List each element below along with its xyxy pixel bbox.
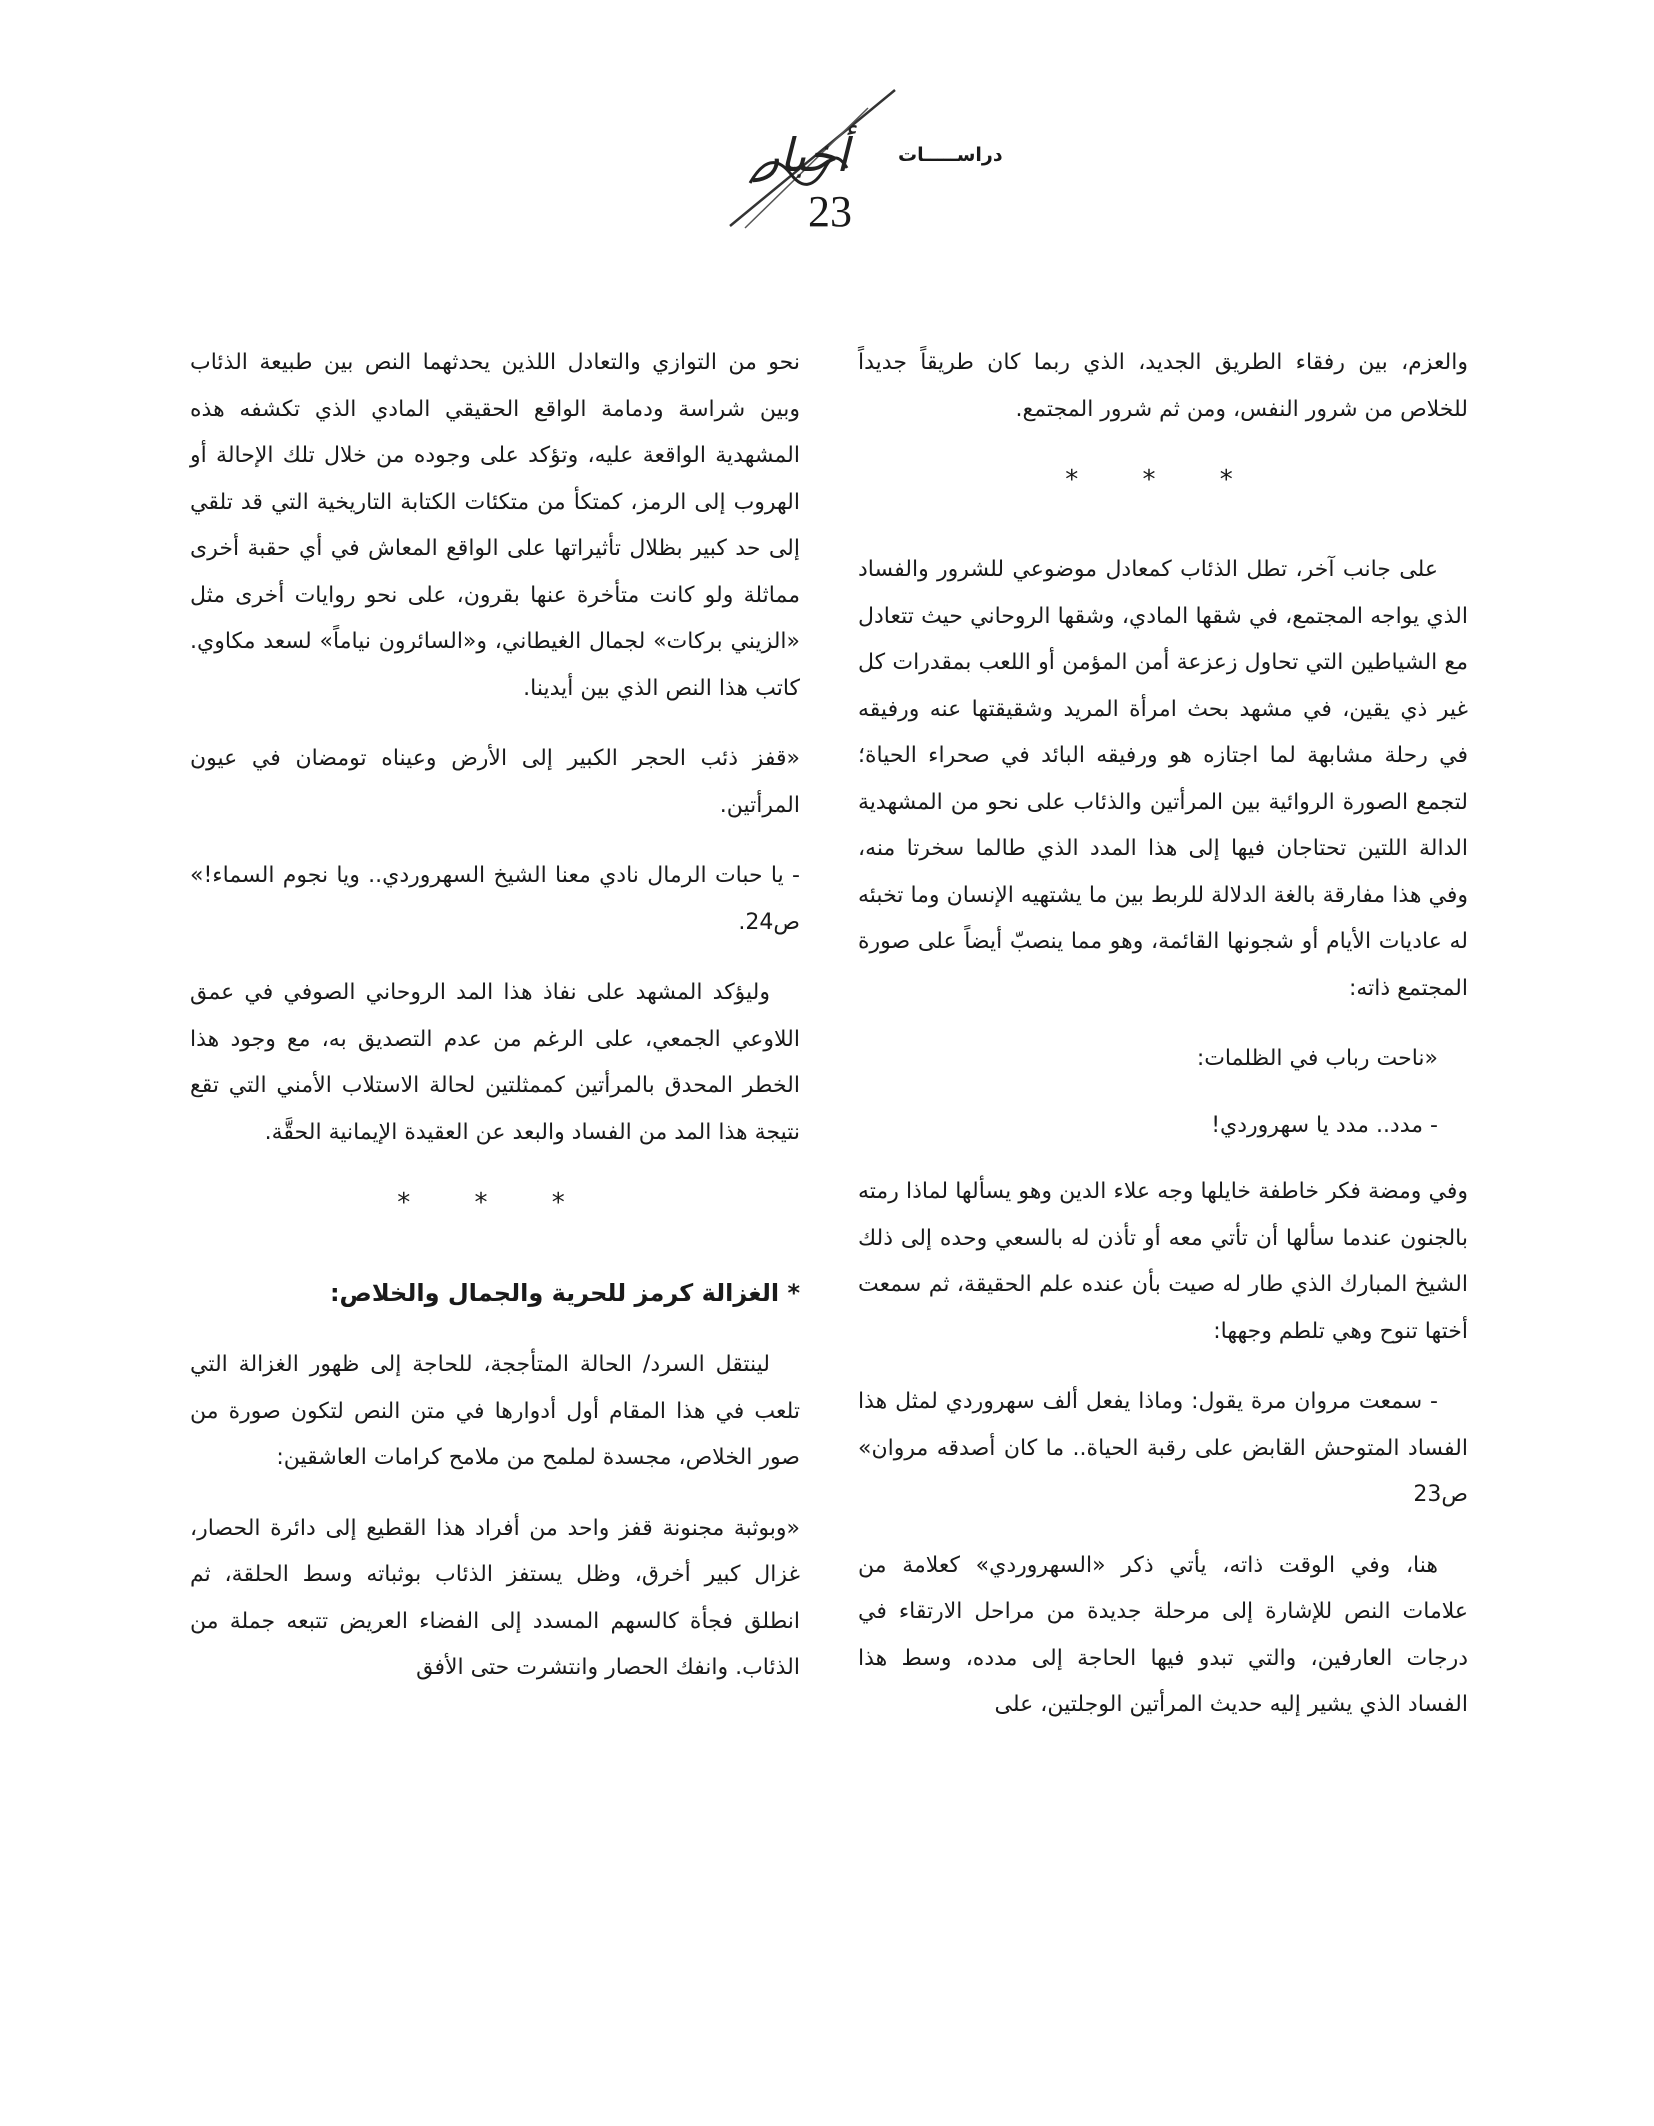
page-header — [0, 0, 1654, 260]
quote-paragraph: «قفز ذئب الحجر الكبير إلى الأرض وعيناه تومضان في عيون المرأتين. — [190, 746, 800, 818]
right-column — [858, 340, 1468, 1753]
left-column — [190, 340, 800, 1716]
paragraph: وليؤكد المشهد على نفاذ هذا المد الروحاني الصوفي في عمق اللاوعي الجمعي، على الرغم من عدم التصديق به، مع وجود هذا الخطر المحدق بالمرأتين كممثلتين لحالة الاستلاب الأمني التي تقع نتيجة هذا المد من الفساد والبعد عن العقيدة الإيمانية الحقَّة. — [190, 980, 800, 1145]
paragraph: «وبوثبة مجنونة قفز واحد من أفراد هذا القطيع إلى دائرة الحصار، غزال كبير أخرق، وظل يستفز الذئاب بوثباته وسط الحلقة، ثم انطلق فجأة كالسهم المسدد إلى الفضاء العريض تتبعه جملة من الذئاب. وانفك الحصار وانتشرت حتى الأفق — [190, 1515, 800, 1680]
section-heading: * الغزالة كرمز للحرية والجمال والخلاص: — [329, 1279, 800, 1307]
section-divider-stars: * * * — [397, 1188, 593, 1218]
section-divider-stars: * * * — [1065, 465, 1261, 495]
paragraph: على جانب آخر، تطل الذئاب كمعادل موضوعي للشرور والفساد الذي يواجه المجتمع، في شقها المادي، وشقها الروحاني حيث تتعادل مع الشياطين التي تحاول زعزعة أمن المؤمن أو اللعب بمقدرات كل غير ذي يقين، في مشهد بحث امرأة المريد وشقيقتها عنه ورفيقه في رحلة مشابهة لما اجتازه هو ورفيقه البائد في صحراء الحياة؛ لتجمع الصورة الروائية بين المرأتين والذئاب على نحو من المشهدية الدالة اللتين تحتاجان فيها إلى هذا المدد الذي طالما سخرتا منه، وفي هذا مفارقة بالغة الدلالة للربط بين ما يشتهيه الإنسان وما تخبئه له عاديات الأيام أو شجونها القائمة، وهو مما ينصبّ أيضاً على صورة المجتمع ذاته: — [858, 557, 1468, 1001]
paragraph: - سمعت مروان مرة يقول: وماذا يفعل ألف سهروردي لمثل هذا الفساد المتوحش القابض على رقبة الحياة.. ما كان أصدقه مروان» ص23 — [858, 1389, 1468, 1507]
section-label: دراســـــات — [898, 144, 1003, 166]
quote-line: - مدد.. مدد يا سهروردي! — [1211, 1112, 1438, 1138]
paragraph: هنا، وفي الوقت ذاته، يأتي ذكر «السهروردي» كعلامة من علامات النص للإشارة إلى مرحلة جديدة من مراحل الارتقاء في درجات العارفين، والتي تبدو فيها الحاجة إلى مدده، وسط هذا الفساد الذي يشير إليه حديث المرأتين الوجلتين، على — [858, 1552, 1468, 1717]
logo-wordmark: أخبار — [757, 128, 849, 182]
paragraph: وفي ومضة فكر خاطفة خايلها وجه علاء الدين وهو يسألها لماذا رمته بالجنون عندما سألها أن تأتي معه أو تأذن له بالسعي وحده إلى ذلك الشيخ المبارك الذي طار له صيت بأن عنده علم الحقيقة، ثم سمعت أختها تنوح وهي تلطم وجهها: — [858, 1179, 1468, 1344]
paragraph: لينتقل السرد/ الحالة المتأججة، للحاجة إلى ظهور الغزالة التي تلعب في هذا المقام أول أدوارها في متن النص لتكون صورة من صور الخلاص، مجسدة لملمح من ملامح كرامات العاشقين: — [190, 1352, 800, 1470]
paragraph: نحو من التوازي والتعادل اللذين يحدثهما النص بين طبيعة الذئاب وبين شراسة ودمامة الواقع الحقيقي المادي الذي تكشفه هذه المشهدية الواقعة عليه، وتؤكد على وجوده من خلال تلك الإحالة أو الهروب إلى الرمز، كمتكأ من متكئات الكتابة التاريخية التي قد تلقي إلى حد كبير بظلال تأثيراتها على الواقع المعاش في أي حقبة أخرى مماثلة ولو كانت متأخرة عنها بقرون، على نحو روايات أخرى مثل «الزيني بركات» لجمال الغيطاني، و«السائرون نياماً» لسعد مكاوي. كاتب هذا النص الذي بين أيدينا. — [190, 350, 800, 701]
quote-line: «ناحت رباب في الظلمات: — [1196, 1046, 1438, 1071]
page-number: 23 — [808, 187, 852, 236]
paragraph: والعزم، بين رفقاء الطريق الجديد، الذي ربما كان طريقاً جديداً للخلاص من شرور النفس، ومن ثم شرور المجتمع. — [858, 350, 1468, 422]
quote-paragraph: - يا حبات الرمال نادي معنا الشيخ السهروردي.. ويا نجوم السماء!» ص24. — [190, 863, 800, 935]
